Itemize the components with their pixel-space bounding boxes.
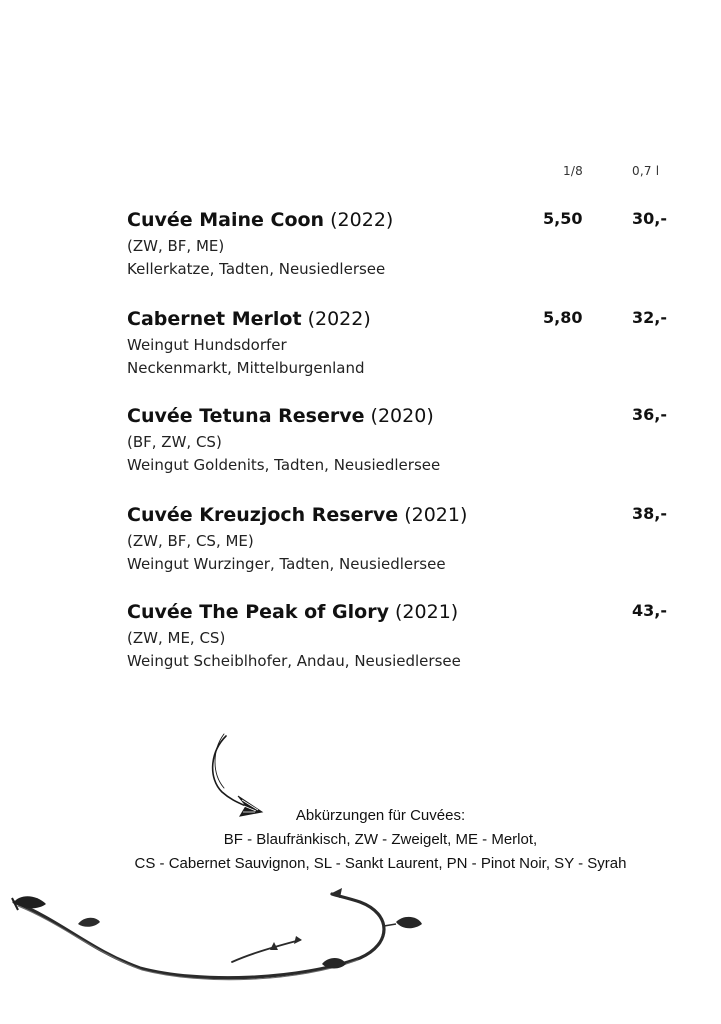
wine-year: (2022) <box>307 308 371 330</box>
abbreviations-footnote <box>0 804 721 876</box>
wine-title-line <box>127 404 667 428</box>
wine-origin: Weingut Scheiblhofer, Andau, Neusiedlersee <box>127 652 461 670</box>
wine-item <box>127 208 667 281</box>
wine-origin: Neckenmarkt, Mittelburgenland <box>127 359 365 377</box>
wine-item <box>127 404 667 477</box>
price-bottle: 32,- <box>632 308 667 327</box>
footnote-line: CS - Cabernet Sauvignon, SL - Sankt Laurent, PN - Pinot Noir, SY - Syrah <box>134 855 627 872</box>
wine-name: Cuvée The Peak of Glory <box>127 601 389 623</box>
wine-item <box>127 503 667 576</box>
wine-name: Cuvée Tetuna Reserve <box>127 405 365 427</box>
wine-title-line <box>127 503 667 527</box>
wine-title-line <box>127 307 667 331</box>
price-bottle: 36,- <box>632 405 667 424</box>
footnote-line: BF - Blaufränkisch, ZW - Zweigelt, ME - Merlot, <box>223 831 538 848</box>
wine-producer: Weingut Hundsdorfer <box>127 336 287 354</box>
column-header-bottle: 0,7 l <box>632 164 660 178</box>
wine-origin: Weingut Goldenits, Tadten, Neusiedlersee <box>127 456 441 474</box>
wine-year: (2021) <box>395 601 459 623</box>
wine-year: (2022) <box>330 209 394 231</box>
wine-grapes: (ZW, ME, CS) <box>127 629 226 647</box>
price-glass: 5,80 <box>543 308 583 327</box>
wine-year: (2021) <box>404 504 468 526</box>
wine-origin: Weingut Wurzinger, Tadten, Neusiedlersee <box>127 555 446 573</box>
vine-branch-icon <box>0 880 430 990</box>
wine-title-line <box>127 600 667 624</box>
footnote-title: Abkürzungen für Cuvées: <box>295 807 466 824</box>
wine-year: (2020) <box>370 405 434 427</box>
price-bottle: 30,- <box>632 209 667 228</box>
wine-name: Cuvée Maine Coon <box>127 209 325 231</box>
wine-title-line <box>127 208 667 232</box>
price-glass: 5,50 <box>543 209 583 228</box>
wine-grapes: (ZW, BF, ME) <box>127 237 225 255</box>
wine-grapes: (ZW, BF, CS, ME) <box>127 532 254 550</box>
column-header-glass: 1/8 <box>563 164 583 178</box>
price-bottle: 43,- <box>632 601 667 620</box>
wine-item <box>127 307 667 380</box>
wine-item <box>127 600 667 673</box>
wine-grapes: (BF, ZW, CS) <box>127 433 222 451</box>
wine-name: Cabernet Merlot <box>127 308 302 330</box>
wine-origin: Kellerkatze, Tadten, Neusiedlersee <box>127 260 386 278</box>
price-bottle: 38,- <box>632 504 667 523</box>
wine-name: Cuvée Kreuzjoch Reserve <box>127 504 399 526</box>
